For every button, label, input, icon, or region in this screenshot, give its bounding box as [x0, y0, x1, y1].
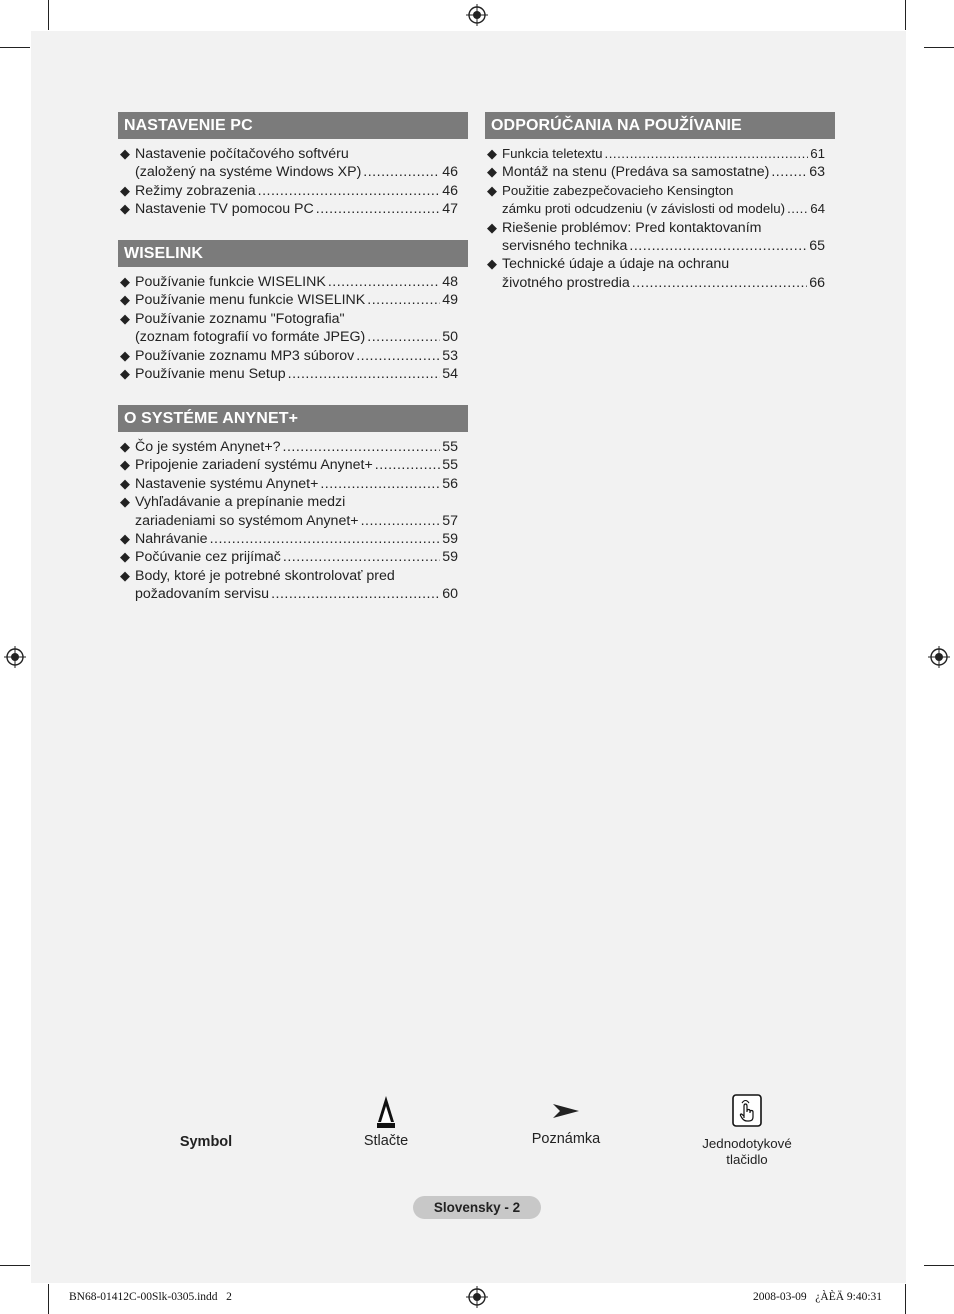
dot-leader — [210, 530, 441, 548]
legend-symbol — [166, 1134, 246, 1150]
diamond-bullet-icon: ◆ — [487, 219, 497, 235]
diamond-bullet-icon: ◆ — [120, 567, 130, 583]
toc-page-number: 48 — [442, 274, 458, 290]
toc-page-number: 55 — [442, 439, 458, 455]
toc-page-number: 59 — [442, 531, 458, 548]
toc-page-number: 53 — [442, 347, 458, 364]
toc-entry-line — [135, 145, 458, 163]
toc-entry-line — [135, 365, 458, 383]
diamond-bullet-icon: ◆ — [120, 182, 130, 198]
toc-entry-line — [135, 493, 458, 511]
toc-entry-text: Montáž na stenu (Predáva sa samostatne) — [502, 164, 770, 181]
crop-mark — [924, 47, 954, 48]
toc-entry-line — [502, 255, 825, 273]
crop-mark — [905, 1284, 906, 1314]
toc-entry-line — [135, 548, 458, 566]
toc-entry-line — [135, 512, 458, 530]
dot-leader — [283, 548, 440, 566]
diamond-bullet-icon: ◆ — [120, 310, 130, 326]
toc-entry-line — [502, 200, 825, 218]
toc-entry-text: Čo je systém Anynet+? — [135, 439, 281, 455]
diamond-bullet-icon: ◆ — [487, 146, 497, 161]
toc-page-number: 47 — [442, 201, 458, 218]
press-icon — [374, 1094, 398, 1130]
toc-entry-text: Nastavenie systému Anynet+ — [135, 475, 319, 492]
toc-entry-line — [135, 347, 458, 365]
toc-entry-line — [135, 182, 458, 200]
diamond-bullet-icon: ◆ — [120, 146, 130, 161]
toc-entry-text: Nastavenie počítačového softvéru — [135, 146, 349, 162]
dot-leader — [787, 200, 808, 218]
registration-mark-icon — [466, 4, 488, 26]
toc-entry — [120, 273, 458, 291]
toc-entry-text: Používanie menu Setup — [135, 366, 286, 383]
dot-leader — [363, 163, 440, 181]
crop-mark — [905, 0, 906, 30]
legend-note-label: Poznámka — [531, 1131, 601, 1147]
toc-page-number: 46 — [442, 182, 458, 199]
toc-entry-text: Používanie funkcie WISELINK — [135, 274, 326, 290]
toc-entry-text: Používanie zoznamu MP3 súborov — [135, 347, 355, 364]
toc-entry-line — [135, 585, 458, 603]
toc-entry-text: Riešenie problémov: Pred kontaktovaním — [502, 219, 762, 236]
toc-entry-line — [502, 163, 825, 181]
toc-entry-text: Režimy zobrazenia — [135, 182, 256, 199]
toc-entry — [487, 145, 825, 163]
note-arrow-icon — [551, 1101, 581, 1121]
toc-page-number: 55 — [442, 457, 458, 474]
diamond-bullet-icon: ◆ — [120, 366, 130, 382]
touch-button-icon — [731, 1094, 763, 1128]
toc-entry-line — [502, 237, 825, 255]
dot-leader — [375, 456, 440, 474]
toc-entry — [120, 365, 458, 383]
registration-mark-icon — [4, 646, 26, 668]
registration-mark-icon — [928, 646, 950, 668]
toc-entry — [120, 438, 458, 456]
toc-page-number: 63 — [809, 164, 825, 181]
toc-entry — [120, 475, 458, 493]
registration-mark-icon — [466, 1286, 488, 1308]
toc-entry-text: Nahrávanie — [135, 531, 208, 548]
toc-entry-text: Pripojenie zariadení systému Anynet+ — [135, 457, 373, 474]
dot-leader — [288, 365, 441, 383]
diamond-bullet-icon: ◆ — [120, 494, 130, 510]
legend-touch-label-line1: Jednodotykové — [702, 1136, 792, 1151]
dot-leader — [361, 512, 441, 530]
toc-entry — [120, 493, 458, 530]
toc-list — [118, 438, 468, 604]
toc-entry-line — [135, 475, 458, 493]
page-number-badge: Slovensky - 2 — [413, 1196, 541, 1219]
toc-page-number: 50 — [442, 329, 458, 346]
toc-entry-text: požadovaním servisu — [135, 586, 270, 603]
diamond-bullet-icon: ◆ — [120, 475, 130, 491]
diamond-bullet-icon: ◆ — [487, 256, 497, 272]
toc-page-number: 56 — [442, 475, 458, 492]
toc-entry-text: servisného technika — [502, 238, 628, 255]
dot-leader — [283, 438, 441, 456]
toc-entry-text: Použitie zabezpečovacieho Kensington — [502, 182, 734, 198]
toc-entry — [120, 548, 458, 566]
toc-entry — [120, 567, 458, 604]
toc-list — [485, 145, 835, 292]
toc-entry — [120, 291, 458, 309]
toc-entry-line — [135, 328, 458, 346]
diamond-bullet-icon: ◆ — [120, 201, 130, 217]
toc-page-number: 54 — [442, 366, 458, 383]
toc-list — [118, 273, 468, 383]
toc-entry — [487, 219, 825, 256]
dot-leader — [367, 328, 440, 346]
crop-mark — [48, 1284, 49, 1314]
toc-page-number: 49 — [442, 292, 458, 309]
dot-leader — [367, 291, 440, 309]
toc-page-number: 59 — [442, 549, 458, 566]
dot-leader — [629, 237, 807, 255]
diamond-bullet-icon: ◆ — [120, 274, 130, 289]
toc-entry — [120, 182, 458, 200]
toc-page-number: 57 — [442, 512, 458, 529]
toc-entry-line — [135, 291, 458, 309]
toc-entry-line — [135, 200, 458, 218]
dot-leader — [356, 347, 440, 365]
toc-entry-line — [135, 438, 458, 456]
crop-mark — [924, 1265, 954, 1266]
crop-mark — [0, 1265, 30, 1266]
toc-entry-line — [135, 310, 458, 328]
diamond-bullet-icon: ◆ — [120, 439, 130, 454]
toc-entry — [487, 182, 825, 219]
toc-entry — [120, 200, 458, 218]
dot-leader — [605, 145, 809, 163]
toc-page-number: 46 — [442, 164, 458, 181]
toc-section-wiselink — [118, 240, 468, 383]
toc-page-number: 61 — [810, 146, 825, 161]
toc-entry-text: zariadeniami so systémom Anynet+ — [135, 512, 359, 529]
toc-entry-line — [502, 182, 825, 200]
diamond-bullet-icon: ◆ — [120, 457, 130, 473]
toc-page-number: 65 — [809, 238, 825, 255]
diamond-bullet-icon: ◆ — [120, 549, 130, 565]
toc-entry — [120, 310, 458, 347]
section-heading: ODPORÚČANIA NA POUŽÍVANIE — [485, 112, 835, 139]
toc-entry — [120, 456, 458, 474]
toc-entry-text: životného prostredia — [502, 274, 630, 291]
toc-entry-line — [135, 163, 458, 181]
toc-entry-text: (založený na systéme Windows XP) — [135, 164, 362, 181]
dot-leader — [320, 475, 440, 493]
section-heading: NASTAVENIE PC — [118, 112, 468, 139]
toc-list — [118, 145, 468, 219]
legend-press-label: Stlačte — [363, 1133, 409, 1149]
toc-entry — [487, 255, 825, 292]
toc-entry-text: Technické údaje a údaje na ochranu — [502, 256, 730, 273]
diamond-bullet-icon: ◆ — [487, 164, 497, 180]
diamond-bullet-icon: ◆ — [120, 292, 130, 308]
toc-entry — [120, 530, 458, 548]
crop-mark — [0, 47, 30, 48]
toc-section-usage — [485, 112, 835, 292]
toc-entry-text: (zoznam fotografií vo formáte JPEG) — [135, 329, 366, 346]
section-heading: O SYSTÉME ANYNET+ — [118, 405, 468, 432]
file-slug-right: 2008-03-09 ¿ÀÈÄ 9:40:31 — [753, 1291, 883, 1303]
legend-touch-label-line2: tlačidlo — [726, 1152, 768, 1167]
toc-entry-line — [502, 219, 825, 237]
toc-entry-line — [135, 456, 458, 474]
dot-leader — [771, 163, 807, 181]
legend-touch-button — [692, 1094, 802, 1168]
toc-entry-text: Nastavenie TV pomocou PC — [135, 201, 314, 218]
toc-entry-text: Vyhľadávanie a prepínanie medzi — [135, 494, 346, 511]
toc-entry-text: Používanie zoznamu "Fotografia" — [135, 310, 345, 327]
toc-entry-text: Počúvanie cez prijímač — [135, 549, 281, 566]
toc-entry-line — [135, 273, 458, 291]
toc-entry-text: Body, ktoré je potrebné skontrolovať pred — [135, 567, 395, 584]
file-slug-left: BN68-01412C-00Slk-0305.indd 2 — [69, 1291, 232, 1303]
toc-entry-text: Funkcia teletextu — [502, 146, 603, 161]
toc-entry-text: Používanie menu funkcie WISELINK — [135, 292, 366, 309]
toc-entry-line — [135, 530, 458, 548]
diamond-bullet-icon: ◆ — [120, 347, 130, 363]
legend-note — [526, 1101, 606, 1147]
diamond-bullet-icon: ◆ — [120, 531, 130, 547]
toc-entry-line — [502, 274, 825, 292]
dot-leader — [258, 182, 441, 200]
toc-page-number: 60 — [442, 586, 458, 603]
diamond-bullet-icon: ◆ — [487, 182, 497, 198]
legend-symbol-label: Symbol — [179, 1134, 233, 1150]
dot-leader — [328, 273, 440, 291]
toc-entry — [120, 347, 458, 365]
toc-page-number: 66 — [809, 274, 825, 291]
toc-entry-text: zámku proti odcudzeniu (v závislosti od modelu) — [502, 201, 786, 217]
toc-entry-line — [502, 145, 825, 163]
dot-leader — [271, 585, 440, 603]
toc-section-pc — [118, 112, 468, 219]
toc-section-anynet — [118, 405, 468, 604]
dot-leader — [632, 274, 807, 292]
toc-entry-line — [135, 567, 458, 585]
crop-mark — [48, 0, 49, 30]
legend-press — [346, 1094, 426, 1149]
toc-page-number: 64 — [810, 201, 825, 217]
section-heading: WISELINK — [118, 240, 468, 267]
dot-leader — [316, 200, 440, 218]
toc-entry — [487, 163, 825, 181]
toc-entry — [120, 145, 458, 182]
